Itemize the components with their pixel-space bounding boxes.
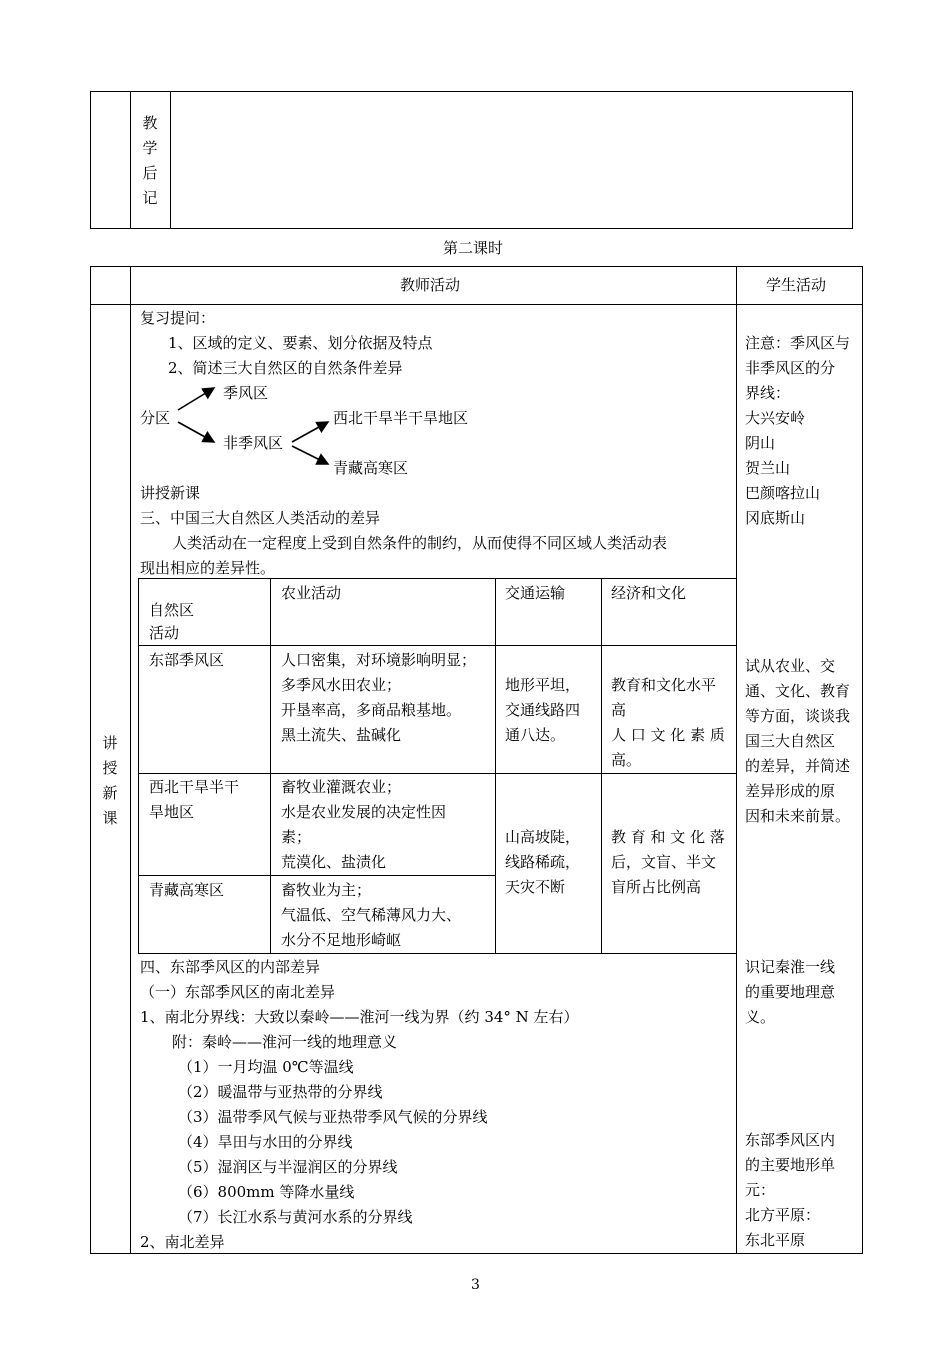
tibet-region-name: 青藏高寒区 [149, 881, 225, 899]
diagram-root: 分区 [140, 409, 171, 427]
diagram-non-monsoon: 非季风区 [223, 434, 284, 452]
new-lesson-label: 讲 授 新 课 [102, 734, 118, 827]
student-note-2: 试从农业、交 通、文化、教育 等方面，谈谈我 国三大自然区 的差异，并简述 差异形成的原 因和未来前景。 [745, 657, 851, 825]
west-transport: 山高坡陡， 线路稀疏， 天灾不断 [505, 828, 581, 896]
diagram-arrows [170, 380, 340, 470]
student-note-3: 识记秦淮一线 的重要地理意 义。 [745, 958, 836, 1026]
east-economy: 教育和文化水平 高 人 口 文 化 素 质 高。 [611, 676, 725, 769]
northwest-region-name: 西北干旱半干 旱地区 [149, 778, 240, 821]
section4-title: 四、东部季风区的内部差异 [140, 958, 321, 976]
page-number: 3 [471, 1277, 480, 1293]
student-note-4: 东部季风区内 的主要地形单 元： 北方平原： 东北平原 [745, 1131, 836, 1249]
corner-region: 自然区 [149, 601, 195, 619]
review-question-2: 2、简述三大自然区的自然条件差异 [168, 359, 403, 377]
intro-line-2: 现出相应的差异性。 [140, 559, 276, 577]
diagram-tibet: 青藏高寒区 [333, 459, 409, 477]
postscript-label: 教 学 后 记 [142, 114, 158, 207]
list-item: （2）暖温带与亚热带的分界线 [178, 1083, 383, 1101]
list-item: （6）800mm 等降水量线 [178, 1183, 355, 1201]
list-item: （3）温带季风气候与亚热带季风气候的分界线 [178, 1108, 488, 1126]
east-region-name: 东部季风区 [149, 651, 225, 669]
student-note-1: 注意：季风区与 非季风区的分 界线： 大兴安岭 阴山 贺兰山 巴颜喀拉山 冈底斯山 [745, 334, 851, 527]
section4-sub1: （一）东部季风区的南北差异 [140, 983, 336, 1001]
list-item: （1）一月均温 0℃等温线 [178, 1058, 354, 1076]
significance-list [178, 1055, 488, 1230]
list-item: （4）旱田与水田的分界线 [178, 1133, 353, 1151]
corner-activity: 活动 [149, 624, 180, 642]
list-item: （7）长江水系与黄河水系的分界线 [178, 1208, 413, 1226]
west-economy: 教 育 和 文 化 落 后，文盲、半文 盲所占比例高 [611, 828, 725, 896]
student-activity-header: 学生活动 [766, 276, 827, 294]
new-lesson-heading: 讲授新课 [140, 484, 201, 502]
section-title: 第二课时 [443, 239, 504, 257]
col-economy-culture: 经济和文化 [611, 584, 687, 602]
intro-line-1: 人类活动在一定程度上受到自然条件的制约，从而使得不同区域人类活动表 [172, 534, 668, 552]
east-transport: 地形平坦， 交通线路四 通八达。 [505, 676, 581, 744]
teacher-activity-header: 教师活动 [400, 276, 461, 294]
col-agriculture: 农业活动 [281, 584, 342, 602]
section4-boundary: 1、南北分界线：大致以秦岭——淮河一线为界（约 34° N 左右） [140, 1008, 579, 1026]
list-item: （5）湿润区与半湿润区的分界线 [178, 1158, 398, 1176]
section4-note: 附：秦岭——淮河一线的地理意义 [172, 1033, 398, 1051]
col-transport: 交通运输 [505, 584, 566, 602]
diagram-northwest: 西北干旱半干旱地区 [333, 409, 469, 427]
review-question-1: 1、区域的定义、要素、划分依据及特点 [168, 334, 433, 352]
diagram-monsoon: 季风区 [223, 384, 269, 402]
section4-north-south: 2、南北差异 [140, 1233, 225, 1251]
east-agriculture: 人口密集，对环境影响明显； 多季风水田农业； 开垦率高，多商品粮基地。 黑土流失、盐碱化 [281, 651, 477, 744]
review-title: 复习提问： [140, 309, 216, 327]
northwest-agriculture: 畜牧业灌溉农业； 水是农业发展的决定性因 素； 荒漠化、盐渍化 [281, 778, 447, 871]
section3-title: 三、中国三大自然区人类活动的差异 [140, 509, 381, 527]
tibet-agriculture: 畜牧业为主； 气温低、空气稀薄风力大、 水分不足地形崎岖 [281, 881, 462, 949]
